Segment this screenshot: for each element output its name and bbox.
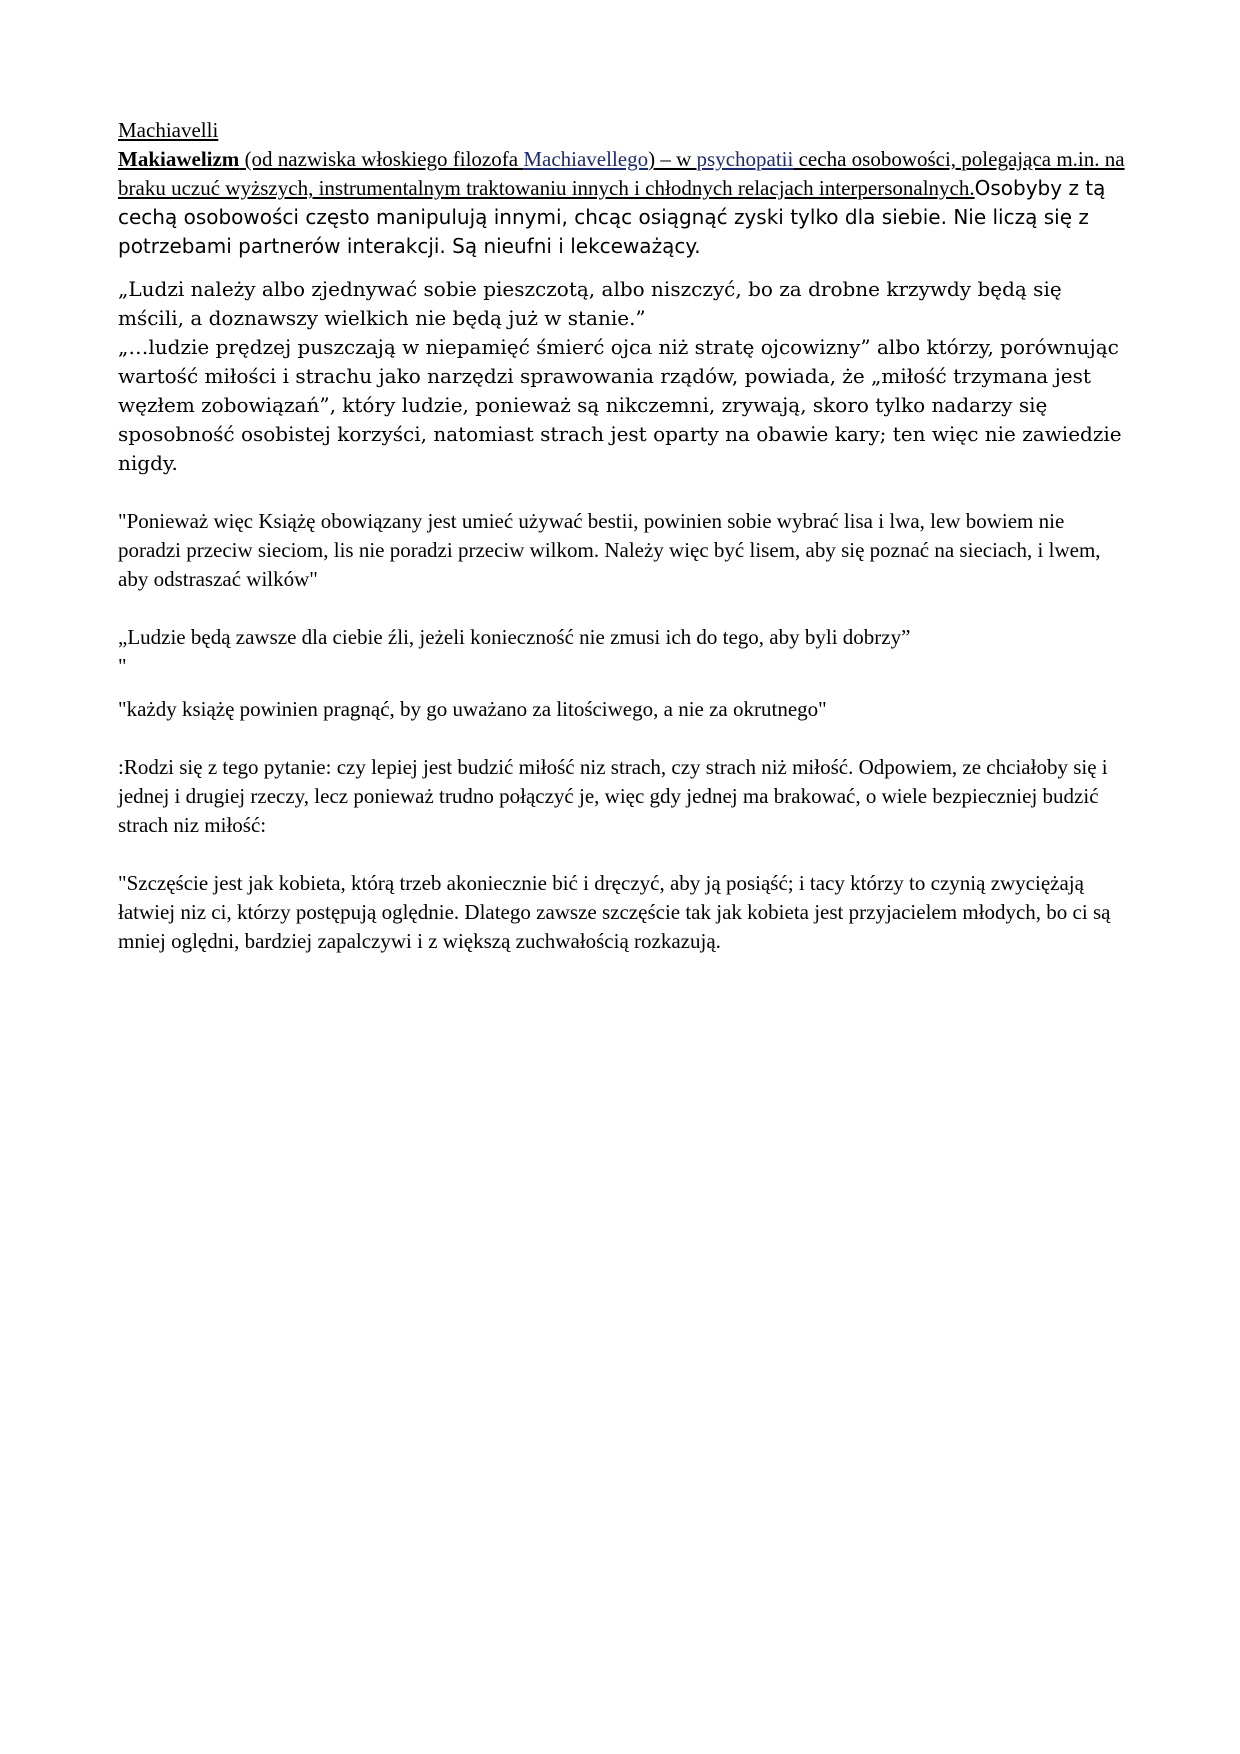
definition-term: Makiawelizm <box>118 147 240 171</box>
quote-paragraph-7: "Szczęście jest jak kobieta, którą trzeb akoniecznie bić i dręczyć, aby ją posiąść; i tacy którzy to czynią zwyciężają łatwiej niz ci, którzy postępują oględnie. Dlatego zawsze szczęście tak jak kobieta jest przyjacielem młodych, bo ci są mniej oględni, bardziej zapalczywi i z większą zuchwałością rozkazują. <box>118 871 1111 953</box>
definition-segment-2: ) – w <box>648 147 697 171</box>
link-psychopatii[interactable]: psychopatii <box>696 147 794 171</box>
blank-line <box>118 724 1128 753</box>
quote-paragraph-6: :Rodzi się z tego pytanie: czy lepiej jest budzić miłość niz strach, czy strach niż miłość. Odpowiem, ze chciałoby się i jednej i drugiej rzeczy, lecz ponieważ trudno połączyć je, więc gdy jednej ma brakować, o wiele bezpieczniej budzić strach niz miłość: <box>118 755 1108 837</box>
blank-line <box>118 840 1128 869</box>
blank-line <box>118 478 1128 507</box>
definition-paragraph <box>118 145 1128 261</box>
link-machiavellego[interactable]: Machiavellego <box>523 147 649 171</box>
quote-paragraph-3: "Ponieważ więc Książę obowiązany jest umieć używać bestii, powinien sobie wybrać lisa i lwa, lew bowiem nie poradzi przeciw sieciom, lis nie poradzi przeciw wilkom. Należy więc być lisem, aby się poznać na sieciach, i lwem, aby odstraszać wilków" <box>118 509 1101 591</box>
definition-segment-1: (od nazwiska włoskiego filozofa <box>239 147 524 171</box>
document-heading: Machiavelli <box>118 118 219 142</box>
quote-paragraph-4-tail: " <box>118 654 127 678</box>
blank-line <box>118 594 1128 623</box>
quote-paragraph-1: „Ludzi należy albo zjednywać sobie pieszczotą, albo niszczyć, bo za drobne krzywdy będą się mścili, a doznawszy wielkich nie będą już w stanie.” <box>118 277 1062 330</box>
definition-rest: Osobyby z tą cechą osobowości często manipulują innymi, chcąc osiągnąć zyski tylko dla siebie. Nie liczą się z potrzebami partnerów interakcji. Są nieufni i lekceważący. <box>118 176 1106 258</box>
quote-paragraph-5: "każdy książę powinien pragnąć, by go uważano za litościwego, a nie za okrutnego" <box>118 697 827 721</box>
definition-segment-3: cecha osobowości, polegająca m.in. na braku uczuć wyższych, instrumentalnym traktowaniu innych i chłodnych relacjach interpersonalnych. <box>118 147 1125 200</box>
document-page <box>118 116 1128 956</box>
quote-paragraph-2: „…ludzie prędzej puszczają w niepamięć śmierć ojca niż stratę ojcowizny” albo którzy, porównując wartość miłości i strachu jako narzędzi sprawowania rządów, powiada, że „miłość trzymana jest węzłem zobowiązań”, który ludzie, ponieważ są nikczemni, zrywają, skoro tylko nadarzy się sposobność osobistej korzyści, natomiast strach jest oparty na obawie kary; ten więc nie zawiedzie nigdy. <box>118 335 1122 475</box>
heading-paragraph <box>118 116 1128 145</box>
quote-paragraph-4: „Ludzie będą zawsze dla ciebie źli, jeżeli konieczność nie zmusi ich do tego, aby byli dobrzy” <box>118 625 911 649</box>
